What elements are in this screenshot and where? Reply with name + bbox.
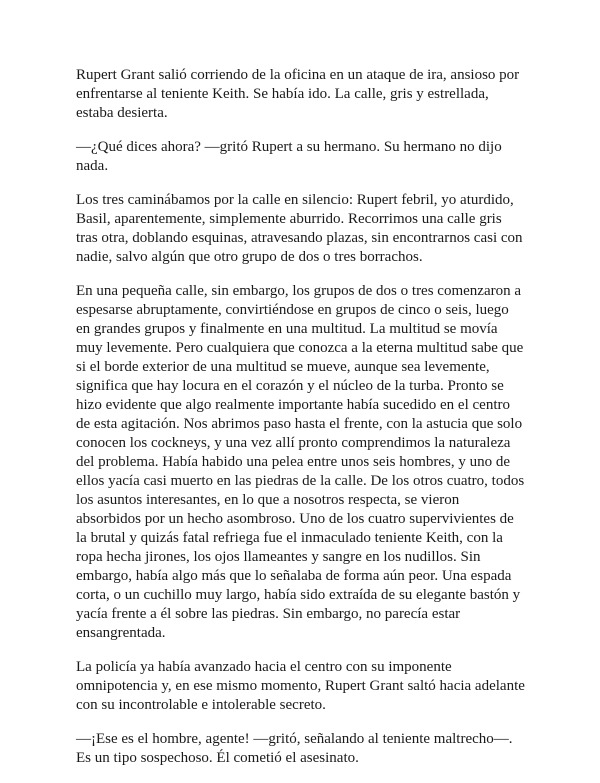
- paragraph-1: Rupert Grant salió corriendo de la oficina en un ataque de ira, ansioso por enfrentarse al teniente Keith. Se había ido. La calle, gris y estrellada, estaba desierta.: [76, 67, 520, 121]
- paragraph-4: En una pequeña calle, sin embargo, los grupos de dos o tres comenzaron a espesarse abruptamente, convirtiéndose en grupos de cinco o seis, luego en grandes grupos y finalmente en una multitud. La multitud se movía muy levemente. Pero cualquiera que conozca a la eterna multitud sabe que si el borde exterior de una multitud se mueve, aunque sea levemente, significa que hay locura en el corazón y el núcleo de la turba. Pronto se hizo evidente que algo realmente importante había sucedido en el centro de esta agitación. Nos abrimos paso hasta el frente, con la astucia que solo conocen los cockneys, y una vez allí pronto comprendimos la naturaleza del problema. Había habido una pelea entre unos seis hombres, y uno de ellos yacía casi muerto en las piedras de la calle. De los otros cuatro, todos los asuntos interesantes, en lo que a nosotros respecta, se vieron absorbidos por un hecho asombroso. Uno de los cuatro supervivientes de la brutal y quizás fatal refriega fue el inmaculado teniente Keith, con la ropa hecha jirones, los ojos llameantes y sangre en los nudillos. Sin embargo, había algo más que lo señalaba de forma aún peor. Una espada corta, o un cuchillo muy largo, había sido extraída de su elegante bastón y yacía frente a él sobre las piedras. Sin embargo, no parecía estar ensangrentada.: [76, 283, 525, 641]
- document-page: [76, 66, 526, 783]
- paragraph-2: —¿Qué dices ahora? —gritó Rupert a su hermano. Su hermano no dijo nada.: [76, 139, 502, 174]
- paragraph-6: —¡Ese es el hombre, agente! —gritó, señalando al teniente maltrecho—. Es un tipo sospechoso. Él cometió el asesinato.: [76, 731, 513, 766]
- paragraph-5: La policía ya había avanzado hacia el centro con su imponente omnipotencia y, en ese mismo momento, Rupert Grant saltó hacia adelante con su incontrolable e intolerable secreto.: [76, 659, 525, 713]
- paragraph-3: Los tres caminábamos por la calle en silencio: Rupert febril, yo aturdido, Basil, aparentemente, simplemente aburrido. Recorrimos una calle gris tras otra, doblando esquinas, atravesando plazas, sin encontrarnos casi con nadie, salvo algún que otro grupo de dos o tres borrachos.: [76, 192, 523, 265]
